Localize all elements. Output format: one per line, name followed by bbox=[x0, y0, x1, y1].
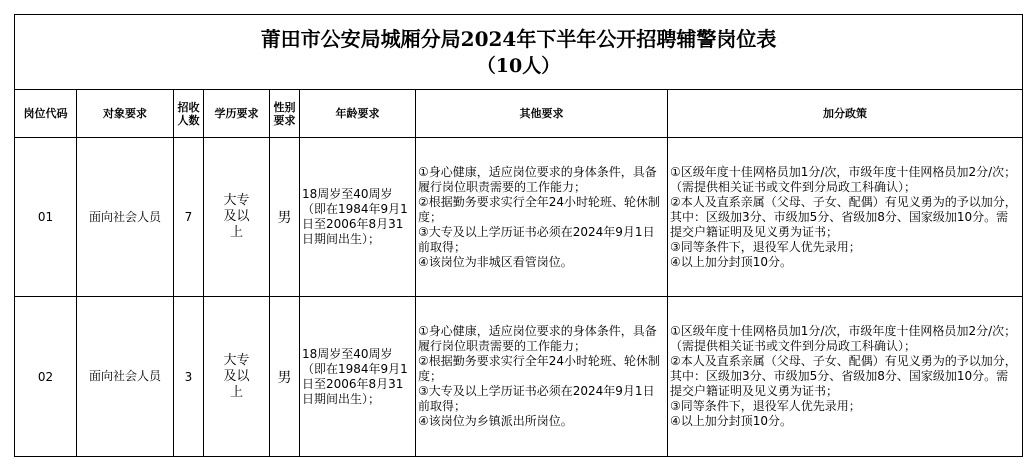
education-text: 大专及以上 bbox=[223, 352, 250, 400]
other-item: ④该岗位为乡镇派出所岗位。 bbox=[418, 414, 573, 429]
other-item: ②根据勤务要求实行全年24小时轮班、轮休制度； bbox=[418, 354, 661, 384]
table-title bbox=[15, 15, 1023, 90]
header-gender: 性别要求 bbox=[270, 90, 300, 138]
other-item: ④该岗位为非城区看管岗位。 bbox=[418, 254, 573, 269]
bonus-item: ①区级年度十佳网格员加1分/次，市级年度十佳网格员加2分/次；（需提供相关证书或文件到分局政工科确认）； bbox=[670, 324, 1017, 354]
cell-other bbox=[416, 137, 668, 296]
title-count: （10人） bbox=[476, 55, 561, 78]
cell-other bbox=[416, 297, 668, 457]
header-age: 年龄要求 bbox=[300, 90, 416, 138]
recruitment-table bbox=[14, 14, 1023, 457]
header-other: 其他要求 bbox=[416, 90, 668, 138]
cell-target: 面向社会人员 bbox=[77, 297, 174, 457]
other-item: ②根据勤务要求实行全年24小时轮班、轮休制度； bbox=[418, 194, 661, 224]
education-text: 大专及以上 bbox=[223, 193, 250, 241]
cell-bonus bbox=[668, 297, 1023, 457]
cell-age: 18周岁至40周岁（即在1984年9月1日至2006年8月31日期间出生）； bbox=[300, 137, 416, 296]
header-bonus: 加分政策 bbox=[668, 90, 1023, 138]
cell-education bbox=[204, 137, 270, 296]
bonus-item: ③同等条件下，退役军人优先录用； bbox=[670, 239, 861, 254]
header-count: 招收人数 bbox=[174, 90, 204, 138]
cell-gender: 男 bbox=[270, 137, 300, 296]
bonus-item: ②本人及直系亲属（父母、子女、配偶）有见义勇为的予以加分，其中：区级加3分、市级加5分、省级加8分、国家级加10分。需提交户籍证明及见义勇为证书； bbox=[670, 354, 1017, 399]
table-row bbox=[15, 297, 1023, 457]
other-item: ③大专及以上学历证书必须在2024年9月1日前取得； bbox=[418, 384, 655, 414]
bonus-item: ②本人及直系亲属（父母、子女、配偶）有见义勇为的予以加分，其中：区级加3分、市级加5分、省级加8分、国家级加10分。需提交户籍证明及见义勇为证书； bbox=[670, 194, 1017, 239]
bonus-item: ④以上加分封顶10分。 bbox=[670, 414, 793, 429]
cell-age: 18周岁至40周岁（即在1984年9月1日至2006年8月31日期间出生）； bbox=[300, 297, 416, 457]
title-main: 莆田市公安局城厢分局2024年下半年公开招聘辅警岗位表 bbox=[260, 27, 777, 52]
table-row bbox=[15, 137, 1023, 296]
other-item: ①身心健康，适应岗位要求的身体条件，具备履行岗位职责需要的工作能力； bbox=[418, 324, 657, 354]
header-education: 学历要求 bbox=[204, 90, 270, 138]
cell-count: 7 bbox=[174, 137, 204, 296]
cell-code: 02 bbox=[15, 297, 77, 457]
bonus-item: ③同等条件下，退役军人优先录用； bbox=[670, 399, 861, 414]
bonus-item: ①区级年度十佳网格员加1分/次，市级年度十佳网格员加2分/次；（需提供相关证书或文件到分局政工科确认）； bbox=[670, 164, 1017, 194]
header-target: 对象要求 bbox=[77, 90, 174, 138]
cell-target: 面向社会人员 bbox=[77, 137, 174, 296]
cell-gender: 男 bbox=[270, 297, 300, 457]
cell-count: 3 bbox=[174, 297, 204, 457]
other-item: ①身心健康，适应岗位要求的身体条件，具备履行岗位职责需要的工作能力； bbox=[418, 164, 657, 194]
cell-education bbox=[204, 297, 270, 457]
header-code: 岗位代码 bbox=[15, 90, 77, 138]
cell-bonus bbox=[668, 137, 1023, 296]
other-item: ③大专及以上学历证书必须在2024年9月1日前取得； bbox=[418, 224, 655, 254]
cell-code: 01 bbox=[15, 137, 77, 296]
bonus-item: ④以上加分封顶10分。 bbox=[670, 254, 793, 269]
